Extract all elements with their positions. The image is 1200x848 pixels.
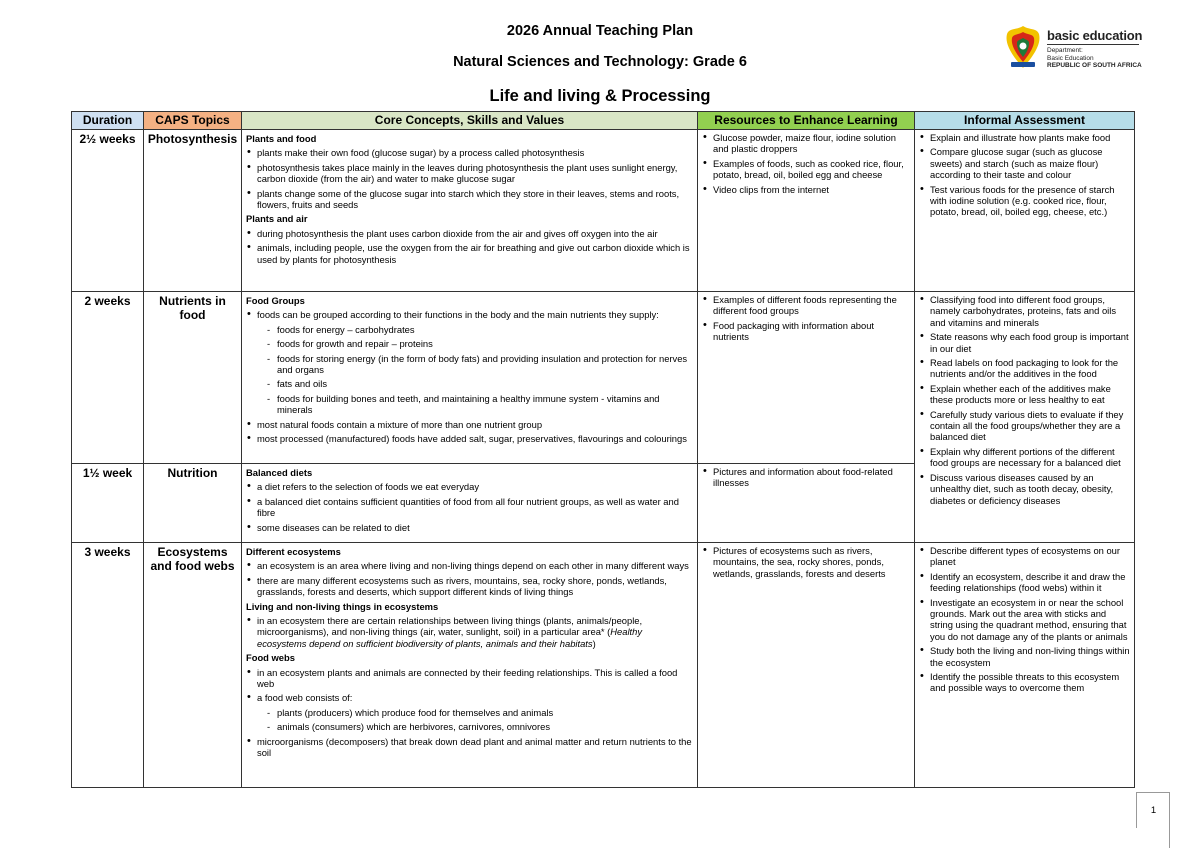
- list-item: • most natural foods contain a mixture of more than one nutrient group: [246, 419, 693, 430]
- core-concepts-cell: [242, 464, 698, 543]
- bullet-list: [246, 228, 693, 265]
- bullet-list: [702, 294, 910, 343]
- list-item: • Study both the living and non-living things within the ecosystem: [919, 645, 1130, 668]
- duration-cell: 1½ week: [72, 464, 144, 543]
- section-heading: Balanced diets: [246, 467, 313, 478]
- section-heading: Different ecosystems: [246, 546, 341, 557]
- logo-dept-line-1: Department:: [1047, 47, 1083, 54]
- logo-dept-line-3: REPUBLIC OF SOUTH AFRICA: [1047, 62, 1142, 69]
- dash-item: - fats and oils: [257, 378, 693, 389]
- table-header-row: [72, 112, 1135, 130]
- caps-topic-cell: Photosynthesis: [144, 130, 242, 292]
- column-header-caps-topics: CAPS Topics: [144, 112, 242, 130]
- list-item: • a balanced diet contains sufficient quantities of food from all four nutrient groups, as well as water and fibre: [246, 496, 693, 519]
- list-item: • Investigate an ecosystem in or near the school grounds. Mark out the area with sticks and string using the quadrant method, ensuring that you do not damage any of the plants or animals: [919, 597, 1130, 643]
- basic-education-logo: [1003, 24, 1143, 72]
- title-block: [300, 21, 900, 72]
- resources-cell: [698, 292, 915, 464]
- list-item: • Examples of foods, such as cooked rice, flour, potato, bread, oil, boiled egg and cheese: [702, 158, 910, 181]
- list-item: • in an ecosystem plants and animals are connected by their feeding relationships. This is called a food web: [246, 667, 693, 690]
- table-row: [72, 292, 1135, 464]
- list-item: [246, 692, 693, 732]
- bullet-list: [246, 481, 693, 533]
- teaching-plan-table: [71, 111, 1135, 788]
- duration-cell: 3 weeks: [72, 543, 144, 788]
- caps-topic-cell: Ecosystems and food webs: [144, 543, 242, 788]
- bullet-list: [919, 294, 1130, 506]
- list-item: • Explain whether each of the additives make these products more or less healthy to eat: [919, 383, 1130, 406]
- section-heading: Plants and air: [246, 213, 308, 225]
- list-item: • Pictures of ecosystems such as rivers, mountains, the sea, rocky shores, ponds, wetlands, grasslands, forests and deserts: [702, 545, 910, 579]
- dash-item: - foods for energy – carbohydrates: [257, 324, 693, 335]
- dash-item: - animals (consumers) which are herbivores, carnivores, omnivores: [257, 721, 693, 732]
- resources-cell: [698, 130, 915, 292]
- list-item: • photosynthesis takes place mainly in the leaves during photosynthesis the plant uses sunlight energy, carbon dioxide (from the air) and water to make glucose sugar: [246, 162, 693, 185]
- core-concepts-cell: [242, 292, 698, 464]
- list-item: • Discuss various diseases caused by an unhealthy diet, such as tooth decay, obesity, diabetes or deficiency diseases: [919, 472, 1130, 506]
- list-item: • plants make their own food (glucose sugar) by a process called photosynthesis: [246, 147, 693, 158]
- bullet-list: [246, 667, 693, 759]
- bullet-list: [246, 615, 693, 649]
- section-heading: Food Groups: [246, 295, 305, 306]
- italic-note: Healthy ecosystems depend on sufficient biodiversity of plants, animals and their habitats: [257, 626, 643, 649]
- list-item: • Carefully study various diets to evaluate if they contain all the food groups/whether they are a balanced diet: [919, 409, 1130, 443]
- bullet-list: [702, 545, 910, 579]
- list-item: • Examples of different foods representing the different food groups: [702, 294, 910, 317]
- bullet-list: [702, 132, 910, 195]
- page-number: 1: [1136, 792, 1170, 828]
- subject-title: Natural Sciences and Technology: Grade 6: [453, 54, 747, 70]
- dash-list: [257, 707, 693, 733]
- caps-topic-cell: Nutrients in food: [144, 292, 242, 464]
- list-item: • Test various foods for the presence of starch with iodine solution (e.g. cooked rice, flour, potato, bread, oil, boiled egg, cheese, etc.): [919, 184, 1130, 218]
- list-item: • an ecosystem is an area where living and non-living things depend on each other in many different ways: [246, 560, 693, 571]
- bullet-list: [919, 132, 1130, 218]
- list-item: • Identify an ecosystem, describe it and draw the feeding relationships (food webs) within it: [919, 571, 1130, 594]
- caps-topic-cell: Nutrition: [144, 464, 242, 543]
- logo-divider: [1047, 44, 1139, 45]
- resources-cell: [698, 464, 915, 543]
- logo-dept-line-2: Basic Education: [1047, 54, 1094, 62]
- list-item: • some diseases can be related to diet: [246, 522, 693, 533]
- dash-list: [257, 324, 693, 416]
- list-item: • Identify the possible threats to this ecosystem and possible ways to overcome them: [919, 671, 1130, 694]
- column-header-resources: Resources to Enhance Learning: [698, 112, 915, 130]
- section-heading: Food webs: [246, 652, 295, 664]
- bullet-list: [246, 560, 693, 597]
- list-item: • a diet refers to the selection of foods we eat everyday: [246, 481, 693, 492]
- core-concepts-cell: [242, 130, 698, 292]
- bullet-list: [246, 147, 693, 210]
- section-heading: Plants and food: [246, 133, 317, 144]
- dash-item: - foods for storing energy (in the form of body fats) and providing insulation and protection for nerves and organs: [257, 353, 693, 376]
- list-item: • Describe different types of ecosystems on our planet: [919, 545, 1130, 568]
- list-item: • there are many different ecosystems such as rivers, mountains, sea, rocky shore, ponds, wetlands, grasslands, forests and deserts, which support different kinds of living things: [246, 575, 693, 598]
- list-item-text: in an ecosystem there are certain relationships between living things (plants, animals/people, microorganisms), and non-living things (air, water, sunlight, soil) in a particular area* (: [257, 615, 643, 638]
- core-concepts-cell: [242, 543, 698, 788]
- page-header: [0, 0, 1200, 112]
- list-item: • Compare glucose sugar (such as glucose sweets) and starch (such as maize flour) according to their taste and colour: [919, 146, 1130, 180]
- section-heading: Living and non-living things in ecosystems: [246, 600, 439, 612]
- bullet-list: [919, 545, 1130, 694]
- column-header-core-concepts: Core Concepts, Skills and Values: [242, 112, 698, 130]
- list-item: • Food packaging with information about nutrients: [702, 320, 910, 343]
- duration-cell: 2 weeks: [72, 292, 144, 464]
- dash-item: - plants (producers) which produce food for themselves and animals: [257, 707, 693, 718]
- table-row: [72, 543, 1135, 788]
- list-item: • during photosynthesis the plant uses carbon dioxide from the air and gives off oxygen into the air: [246, 228, 693, 239]
- column-header-duration: Duration: [72, 112, 144, 130]
- list-item: • Glucose powder, maize flour, iodine solution and plastic droppers: [702, 132, 910, 155]
- duration-cell: 2½ weeks: [72, 130, 144, 292]
- logo-department-text: [1047, 47, 1142, 70]
- resources-cell: [698, 543, 915, 788]
- list-item: [246, 309, 693, 415]
- list-item: • Read labels on food packaging to look for the nutrients and/or the additives in the food: [919, 357, 1130, 380]
- list-item: • State reasons why each food group is important in our diet: [919, 331, 1130, 354]
- document-title: 2026 Annual Teaching Plan: [506, 23, 694, 39]
- coat-of-arms-icon: [1003, 24, 1043, 70]
- table-row: [72, 130, 1135, 292]
- list-item: • Classifying food into different food groups, namely carbohydrates, proteins, fats and oils and vitamins and minerals: [919, 294, 1130, 328]
- list-item: • Explain and illustrate how plants make food: [919, 132, 1130, 143]
- assessment-cell: [915, 292, 1135, 543]
- list-item-text: foods can be grouped according to their functions in the body and the main nutrients they supply:: [257, 309, 659, 321]
- list-item: • animals, including people, use the oxygen from the air for breathing and give out carbon dioxide which is used by plants for photosynthesis: [246, 242, 693, 265]
- logo-brand-text: basic education: [1047, 28, 1143, 43]
- section-title: Life and living & Processing: [489, 87, 711, 105]
- list-item: • microorganisms (decomposers) that break down dead plant and animal matter and return nutrients to the soil: [246, 736, 693, 759]
- list-item: • Pictures and information about food-related illnesses: [702, 466, 910, 489]
- assessment-cell: [915, 130, 1135, 292]
- list-item-text: a food web consists of:: [257, 692, 353, 704]
- dash-item: - foods for building bones and teeth, and maintaining a healthy immune system - vitamins and minerals: [257, 393, 693, 416]
- list-item: • Explain why different portions of the different food groups are necessary for a balanced diet: [919, 446, 1130, 469]
- list-item: • plants change some of the glucose sugar into starch which they store in their leaves, stems and roots, flowers, fruits and seeds: [246, 188, 693, 211]
- bullet-list: [246, 309, 693, 444]
- list-item: • Video clips from the internet: [702, 184, 910, 195]
- list-item: [246, 615, 693, 649]
- assessment-cell: [915, 543, 1135, 788]
- closing-paren: ): [592, 637, 596, 649]
- dash-item: - foods for growth and repair – proteins: [257, 338, 693, 349]
- list-item: • most processed (manufactured) foods have added salt, sugar, preservatives, flavourings and colourings: [246, 433, 693, 444]
- column-header-informal-assessment: Informal Assessment: [915, 112, 1135, 130]
- bullet-list: [702, 466, 910, 489]
